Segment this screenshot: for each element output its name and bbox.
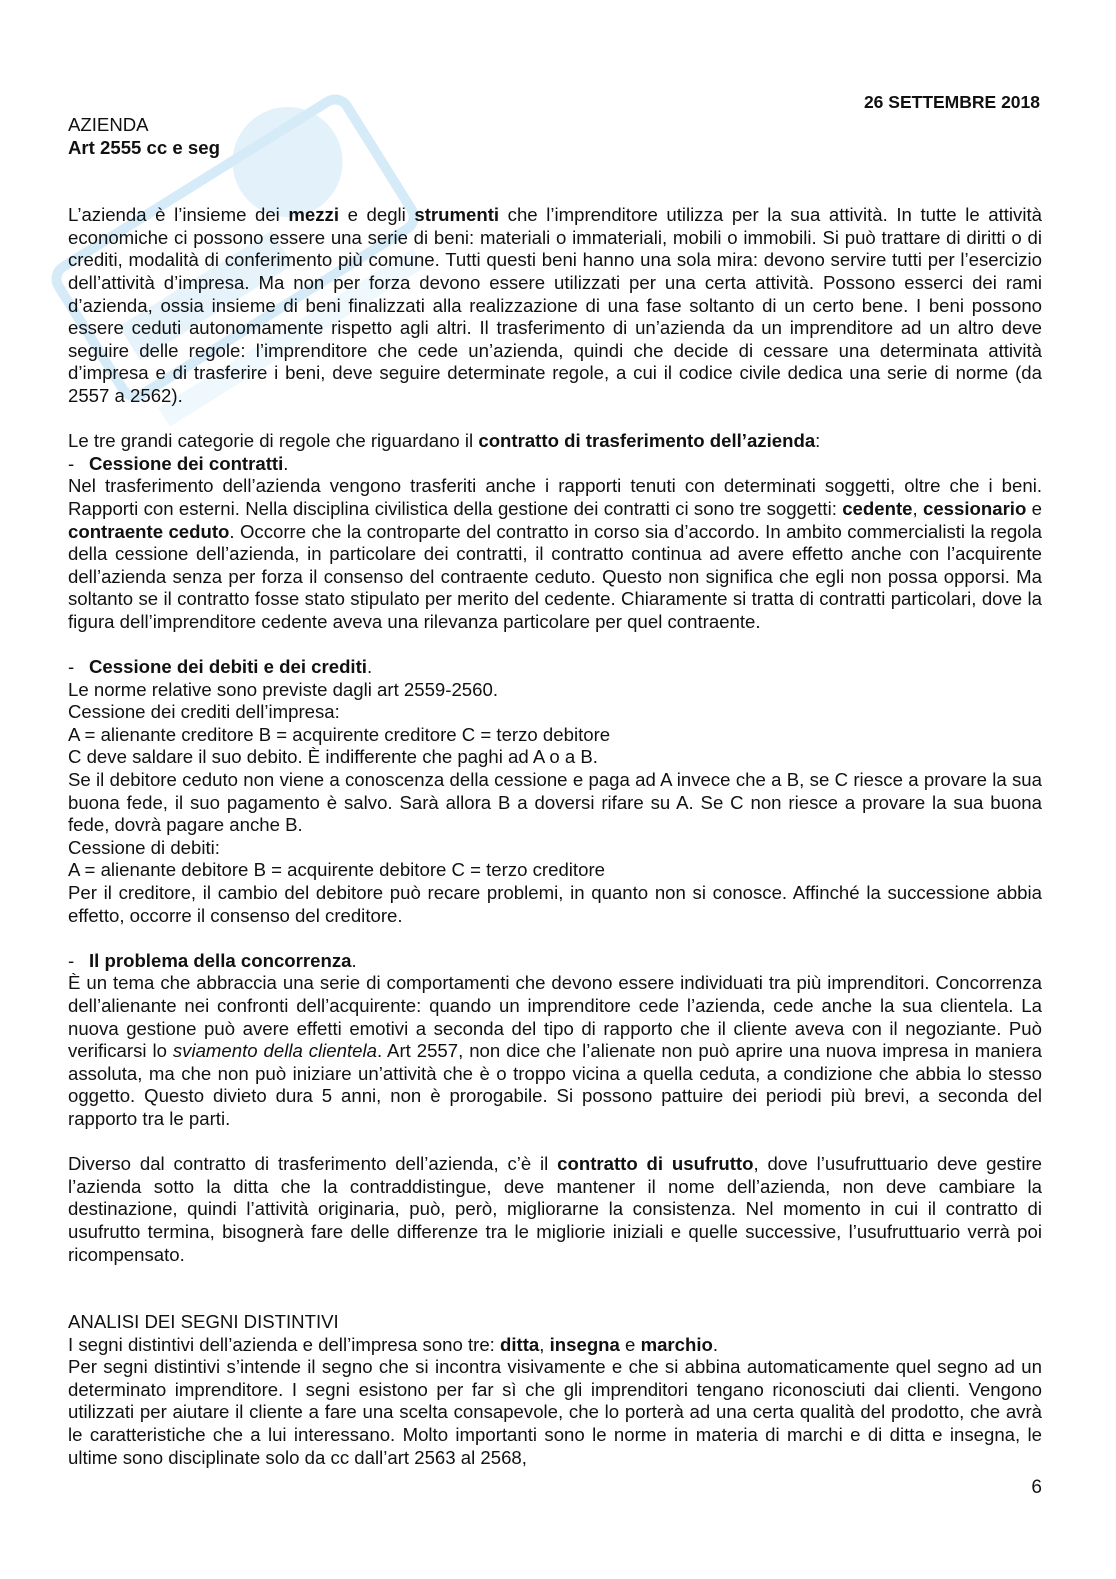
line-soggetti-crediti: A = alienante creditore B = acquirente creditore C = terzo debitore	[68, 723, 611, 745]
document-body	[68, 114, 1042, 1469]
bullet-heading-concorrenza: - Il problema della concorrenza.	[68, 949, 357, 971]
section-title: AZIENDA	[68, 114, 149, 135]
paragraph-azienda: L’azienda è l’insieme dei mezzi e degli strumenti che l’imprenditore utilizza per la sua attività. In tutte le attività economiche ci possono essere una serie di beni: materiali o immateriali, mobili o immobili. Si può trattare di diritti o di crediti, modalità di conferimento più comune. Tutti questi beni hanno una sola mira: devono servire tutti per l’esercizio dell’attività d’impresa. Ma non per forza devono essere utilizzati per una certa attività. Possono esserci dei rami d’azienda, ossia insieme di beni finalizzati alla realizzazione di una fase soltanto di un certo bene. I beni possono essere ceduti autonomamente rispetto agli altri. Il trasferimento di un’azienda da un imprenditore ad un altro deve seguire delle regole: l’imprenditore che cede un’azienda, quindi che decide di cessare una determinata attività d’impresa e di trasferire i beni, deve seguire determinate regole, a cui il codice civile dedica una serie di norme (da 2557 a 2562).	[68, 204, 1042, 406]
section-title-segni: ANALISI DEI SEGNI DISTINTIVI	[68, 1311, 339, 1333]
paragraph-segni: Per segni distintivi s’intende il segno che si incontra visivamente e che si abbina automaticamente quel segno ad un determinato imprenditore. I segni esistono per far sì che gli imprenditori tengano riconosciuti dai clienti. Vengono utilizzati per aiutare il cliente a fare una scelta consapevole, che lo porterà ad una certa qualità del prodotto, che avrà le caratteristiche che a lui interessano. Molto importanti sono le norme in materia di marchi e di ditta e insegna, le ultime sono disciplinate solo da cc dall’art 2563 al 2568,	[68, 1356, 1042, 1468]
paragraph-debitore-ceduto: Se il debitore ceduto non viene a conoscenza della cessione e paga ad A invece che a B, se C riesce a provare la sua buona fede, il suo pagamento è salvo. Sarà allora B a doversi rifare su A. Se C non riesce a provare la sua buona fede, dovrà pagare anche B.	[68, 769, 1042, 836]
paragraph-contratti: Nel trasferimento dell’azienda vengono trasferiti anche i rapporti tenuti con determinati soggetti, oltre che i beni. Rapporti con esterni. Nella disciplina civilistica della gestione dei contratti ci sono tre soggetti: cedente, cessionario e contraente ceduto. Occorre che la controparte del contratto in corso sia d’accordo. In ambito commercialisti la regola della cessione dell’azienda, in particolare dei contratti, il contratto continua ad avere effetto anche con l’acquirente dell’azienda senza per forza il consenso del contraente ceduto. Questo non significa che egli non possa opporsi. Ma soltanto se il contratto fosse stato stipulato per merito del cedente. Chiaramente si tratta di contratti particolari, dove la figura dell’imprenditore cedente aveva una rilevanza particolare per quel contraente.	[68, 475, 1043, 632]
paragraph-usufrutto: Diverso dal contratto di trasferimento dell’azienda, c’è il contratto di usufrutto, dove l’usufruttuario deve gestire l’azienda sotto la ditta che la contraddistingue, deve mantener il nome dell’azienda, non deve cambiare la destinazione, quindi l’attività originaria, può, però, migliorarne la consistenza. Nel momento in cui il contratto di usufrutto termina, bisognerà fare delle differenze tra le migliorie iniziali e quelle successive, l’usufruttuario verrà poi ricompensato.	[68, 1153, 1042, 1265]
page-number: 6	[1031, 1477, 1042, 1498]
line-segni-tre: I segni distintivi dell’azienda e dell’impresa sono tre: ditta, insegna e marchio.	[68, 1333, 719, 1355]
paragraph-concorrenza: È un tema che abbraccia una serie di comportamenti che devono essere individuati tra più imprenditori. Concorrenza dell’alienante nei confronti dell’acquirente: quando un imprenditore cede l’azienda, cede anche la sua clientela. La nuova gestione può avere effetti emotivi a seconda del tipo di rapporto che il cliente aveva con il negoziante. Può verificarsi lo sviamento della clientela. Art 2557, non dice che l’alienate non può aprire una nuova impresa in maniera assoluta, ma che non può iniziare un’attività che è o troppo vicina a quella ceduta, a condizione che abbia lo stesso oggetto. Questo divieto dura 5 anni, non è prorogabile. Si possono pattuire dei periodi più brevi, a seconda del rapporto tra le parti.	[68, 972, 1042, 1129]
line-saldare-debito: C deve saldare il suo debito. È indifferente che paghi ad A o a B.	[68, 746, 598, 768]
document-date: 26 SETTEMBRE 2018	[863, 92, 1040, 112]
bullet-heading-contratti: - Cessione dei contratti.	[68, 452, 289, 474]
line-norme: Le norme relative sono previste dagli art 2559-2560.	[68, 678, 498, 700]
bullet-heading-debiti-crediti: - Cessione dei debiti e dei crediti.	[68, 656, 373, 678]
line-cessione-debiti: Cessione di debiti:	[68, 836, 220, 858]
paragraph-categorie: Le tre grandi categorie di regole che riguardano il contratto di trasferimento dell’azienda:	[68, 430, 821, 452]
section-subtitle: Art 2555 cc e seg	[68, 136, 220, 158]
line-soggetti-debiti: A = alienante debitore B = acquirente debitore C = terzo creditore	[68, 859, 605, 881]
line-cessione-crediti: Cessione dei crediti dell’impresa:	[68, 701, 340, 723]
paragraph-creditore: Per il creditore, il cambio del debitore può recare problemi, in quanto non si conosce. Affinché la successione abbia effetto, occorre il consenso del creditore.	[68, 882, 1042, 926]
